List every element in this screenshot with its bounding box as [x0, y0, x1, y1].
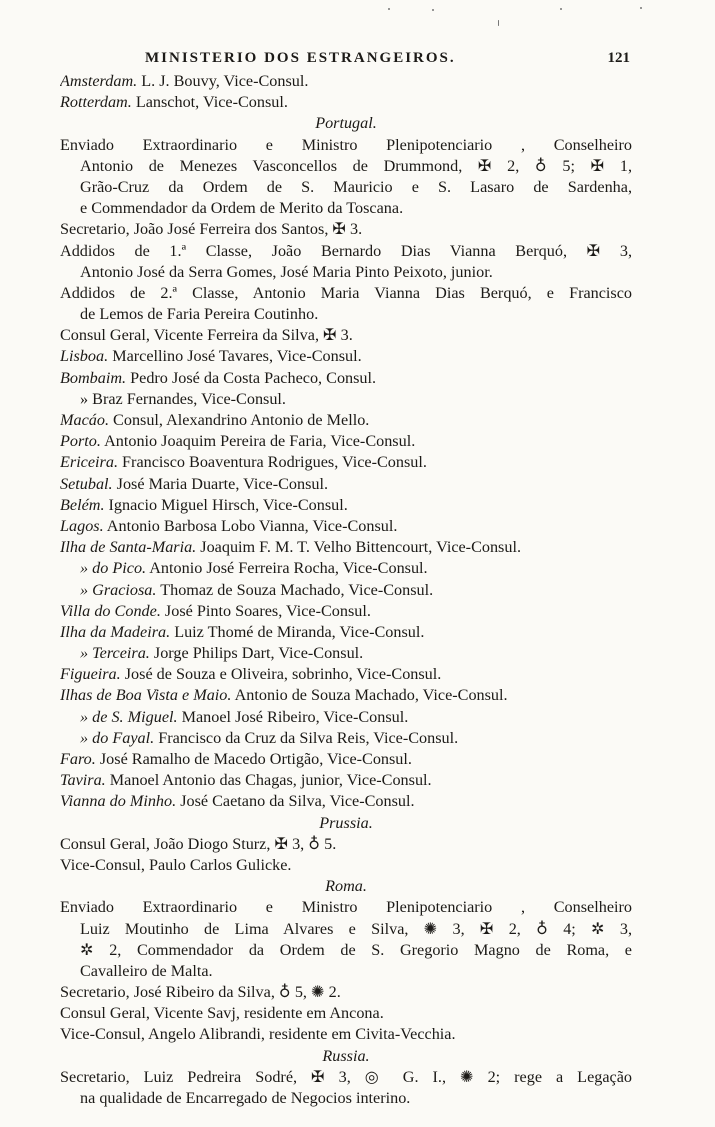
text-line	[60, 1024, 632, 1045]
place-name: » Graciosa.	[80, 580, 157, 599]
text-line	[60, 1088, 632, 1109]
text-line	[60, 198, 632, 219]
place-name: Ilha da Madeira.	[60, 622, 171, 641]
section-heading	[60, 813, 632, 834]
place-name: Lagos.	[60, 516, 104, 535]
line-text: Russia.	[322, 1046, 370, 1065]
place-name: Tavira.	[60, 771, 106, 790]
place-name: » Terceira.	[80, 644, 150, 663]
line-text: Enviado Extraordinario e Ministro Plenipotenciario , Conselheiro	[60, 898, 632, 917]
line-text: José de Souza e Oliveira, sobrinho, Vice-Consul.	[120, 665, 442, 684]
text-line	[60, 1003, 632, 1024]
line-text: Consul Geral, João Diogo Sturz, ✠ 3, ♁ 5.	[60, 834, 337, 853]
line-text: Addidos de 2.ª Classe, Antonio Maria Vianna Dias Berquó, e Francisco	[60, 283, 632, 302]
text-line	[60, 474, 632, 495]
text-line	[60, 664, 632, 685]
place-name: Macáo.	[60, 411, 109, 429]
place-name: Amsterdam.	[60, 72, 138, 90]
place-name: Setubal.	[60, 474, 113, 493]
text-line	[60, 346, 632, 367]
place-name: Belém.	[60, 495, 105, 514]
line-text: Secretario, João José Ferreira dos Santos, ✠ 3.	[60, 220, 363, 239]
section-heading	[60, 1046, 632, 1067]
text-line	[60, 580, 632, 601]
line-text: Francisco Boaventura Rodrigues, Vice-Consul.	[118, 453, 427, 472]
text-line	[60, 516, 632, 537]
line-text: Antonio Barbosa Lobo Vianna, Vice-Consul.	[103, 516, 398, 535]
place-name: Porto.	[60, 432, 101, 451]
line-text: Consul Geral, Vicente Ferreira da Silva, ✠ 3.	[60, 326, 353, 345]
line-text: Antonio de Souza Machado, Vice-Consul.	[231, 686, 508, 705]
line-text: José Pinto Soares, Vice-Consul.	[160, 601, 371, 620]
text-line	[60, 940, 632, 961]
place-name: Figueira.	[60, 665, 121, 684]
text-line	[60, 707, 632, 728]
line-text: Antonio José Ferreira Rocha, Vice-Consul.	[146, 559, 428, 578]
line-text: Antonio Joaquim Pereira de Faria, Vice-Consul.	[100, 432, 416, 451]
text-line	[60, 685, 632, 706]
line-text: ✲ 2, Commendador da Ordem de S. Gregorio Magno de Roma, e	[80, 940, 632, 959]
line-text: Antonio José da Serra Gomes, José Maria Pinto Peixoto, junior.	[80, 262, 493, 281]
line-text: Manoel Antonio das Chagas, junior, Vice-Consul.	[105, 771, 432, 790]
text-line	[60, 558, 632, 579]
section-heading	[60, 876, 632, 897]
line-text: Consul, Alexandrino Antonio de Mello.	[109, 411, 370, 429]
line-text: José Ramalho de Macedo Ortigão, Vice-Consul.	[95, 750, 412, 768]
text-line	[60, 71, 632, 92]
line-text: Jorge Philips Dart, Vice-Consul.	[149, 644, 364, 663]
header-title: MINISTERIO DOS ESTRANGEIROS.	[145, 50, 456, 66]
text-line	[60, 304, 632, 325]
line-text: Luiz Thomé de Miranda, Vice-Consul.	[170, 622, 425, 641]
line-text: » Braz Fernandes, Vice-Consul.	[80, 389, 286, 408]
line-text: na qualidade de Encarregado de Negocios interino.	[80, 1089, 411, 1107]
line-text: Joaquim F. M. T. Velho Bittencourt, Vice-Consul.	[196, 538, 521, 557]
text-line	[60, 855, 632, 876]
text-line	[60, 834, 632, 855]
line-text: José Caetano da Silva, Vice-Consul.	[176, 792, 415, 811]
text-line	[60, 410, 632, 431]
line-text: Enviado Extraordinario e Ministro Plenipotenciario , Conselheiro	[60, 135, 632, 154]
line-text: Marcellino José Tavares, Vice-Consul.	[108, 347, 362, 366]
line-text: Luiz Moutinho de Lima Alvares e Silva, ✺ 3, ✠ 2, ♁ 4; ✲ 3,	[80, 919, 632, 938]
text-line	[60, 135, 632, 156]
text-line	[60, 919, 632, 940]
text-line	[60, 283, 632, 304]
text-line	[60, 368, 632, 389]
line-text: L. J. Bouvy, Vice-Consul.	[137, 72, 309, 90]
line-text: Ignacio Miguel Hirsch, Vice-Consul.	[104, 495, 348, 514]
line-text: Grão-Cruz da Ordem de S. Mauricio e S. Lasaro de Sardenha,	[80, 177, 632, 196]
text-line	[60, 537, 632, 558]
line-text: Pedro José da Costa Pacheco, Consul.	[126, 368, 377, 387]
text-line	[60, 749, 632, 770]
text-line	[60, 389, 632, 410]
line-text: Francisco da Cruz da Silva Reis, Vice-Consul.	[154, 728, 459, 747]
text-line	[60, 219, 632, 240]
text-line	[60, 770, 632, 791]
text-line	[60, 495, 632, 516]
place-name: » do Pico.	[80, 559, 147, 578]
line-text: Vice-Consul, Paulo Carlos Gulicke.	[60, 855, 292, 874]
text-line	[60, 897, 632, 918]
text-line	[60, 177, 632, 198]
place-name: Ilhas de Boa Vista e Maio.	[60, 686, 232, 705]
text-line	[60, 452, 632, 473]
line-text: e Commendador da Ordem de Merito da Toscana.	[80, 199, 404, 218]
line-text: Secretario, José Ribeiro da Silva, ♁ 5, ✺ 2.	[60, 983, 341, 1002]
text-line	[60, 622, 632, 643]
line-text: Consul Geral, Vicente Savj, residente em Ancona.	[60, 1004, 384, 1023]
line-text: Prussia.	[319, 813, 373, 832]
place-name: » de S. Miguel.	[80, 707, 178, 726]
place-name: » do Fayal.	[80, 728, 155, 747]
line-text: Addidos de 1.ª Classe, João Bernardo Dias Vianna Berquó, ✠ 3,	[60, 241, 632, 260]
text-line	[60, 431, 632, 452]
text-line	[60, 156, 632, 177]
place-name: Rotterdam.	[60, 93, 132, 112]
line-text: Cavalleiro de Malta.	[80, 961, 213, 980]
text-line	[60, 728, 632, 749]
page-number: 121	[607, 50, 630, 66]
text-line	[60, 791, 632, 812]
line-text: Antonio de Menezes Vasconcellos de Drummond, ✠ 2, ♁ 5; ✠ 1,	[80, 156, 632, 175]
text-line	[60, 982, 632, 1003]
page-body	[60, 71, 632, 1109]
line-text: Lanschot, Vice-Consul.	[131, 93, 288, 112]
line-text: Portugal.	[315, 114, 377, 133]
line-text: Roma.	[325, 877, 367, 896]
line-text: Vice-Consul, Angelo Alibrandi, residente em Civita-Vecchia.	[60, 1025, 456, 1044]
text-line	[60, 601, 632, 622]
text-line	[60, 262, 632, 283]
place-name: Ericeira.	[60, 453, 118, 472]
line-text: Secretario, Luiz Pedreira Sodré, ✠ 3, ◎ G. I., ✺ 2; rege a Legação	[60, 1067, 632, 1086]
line-text: de Lemos de Faria Pereira Coutinho.	[80, 305, 319, 324]
text-line	[60, 241, 632, 262]
place-name: Bombaim.	[60, 368, 127, 387]
line-text: Thomaz de Souza Machado, Vice-Consul.	[156, 580, 434, 599]
place-name: Villa do Conde.	[60, 601, 161, 620]
section-heading	[60, 113, 632, 134]
place-name: Lisboa.	[60, 347, 109, 366]
text-line	[60, 325, 632, 346]
text-line	[60, 643, 632, 664]
place-name: Faro.	[60, 750, 96, 768]
text-line	[60, 1067, 632, 1088]
place-name: Ilha de Santa-Maria.	[60, 538, 197, 557]
text-line	[60, 92, 632, 113]
text-line	[60, 961, 632, 982]
line-text: Manoel José Ribeiro, Vice-Consul.	[177, 707, 409, 726]
line-text: José Maria Duarte, Vice-Consul.	[112, 474, 329, 493]
place-name: Vianna do Minho.	[60, 792, 177, 811]
